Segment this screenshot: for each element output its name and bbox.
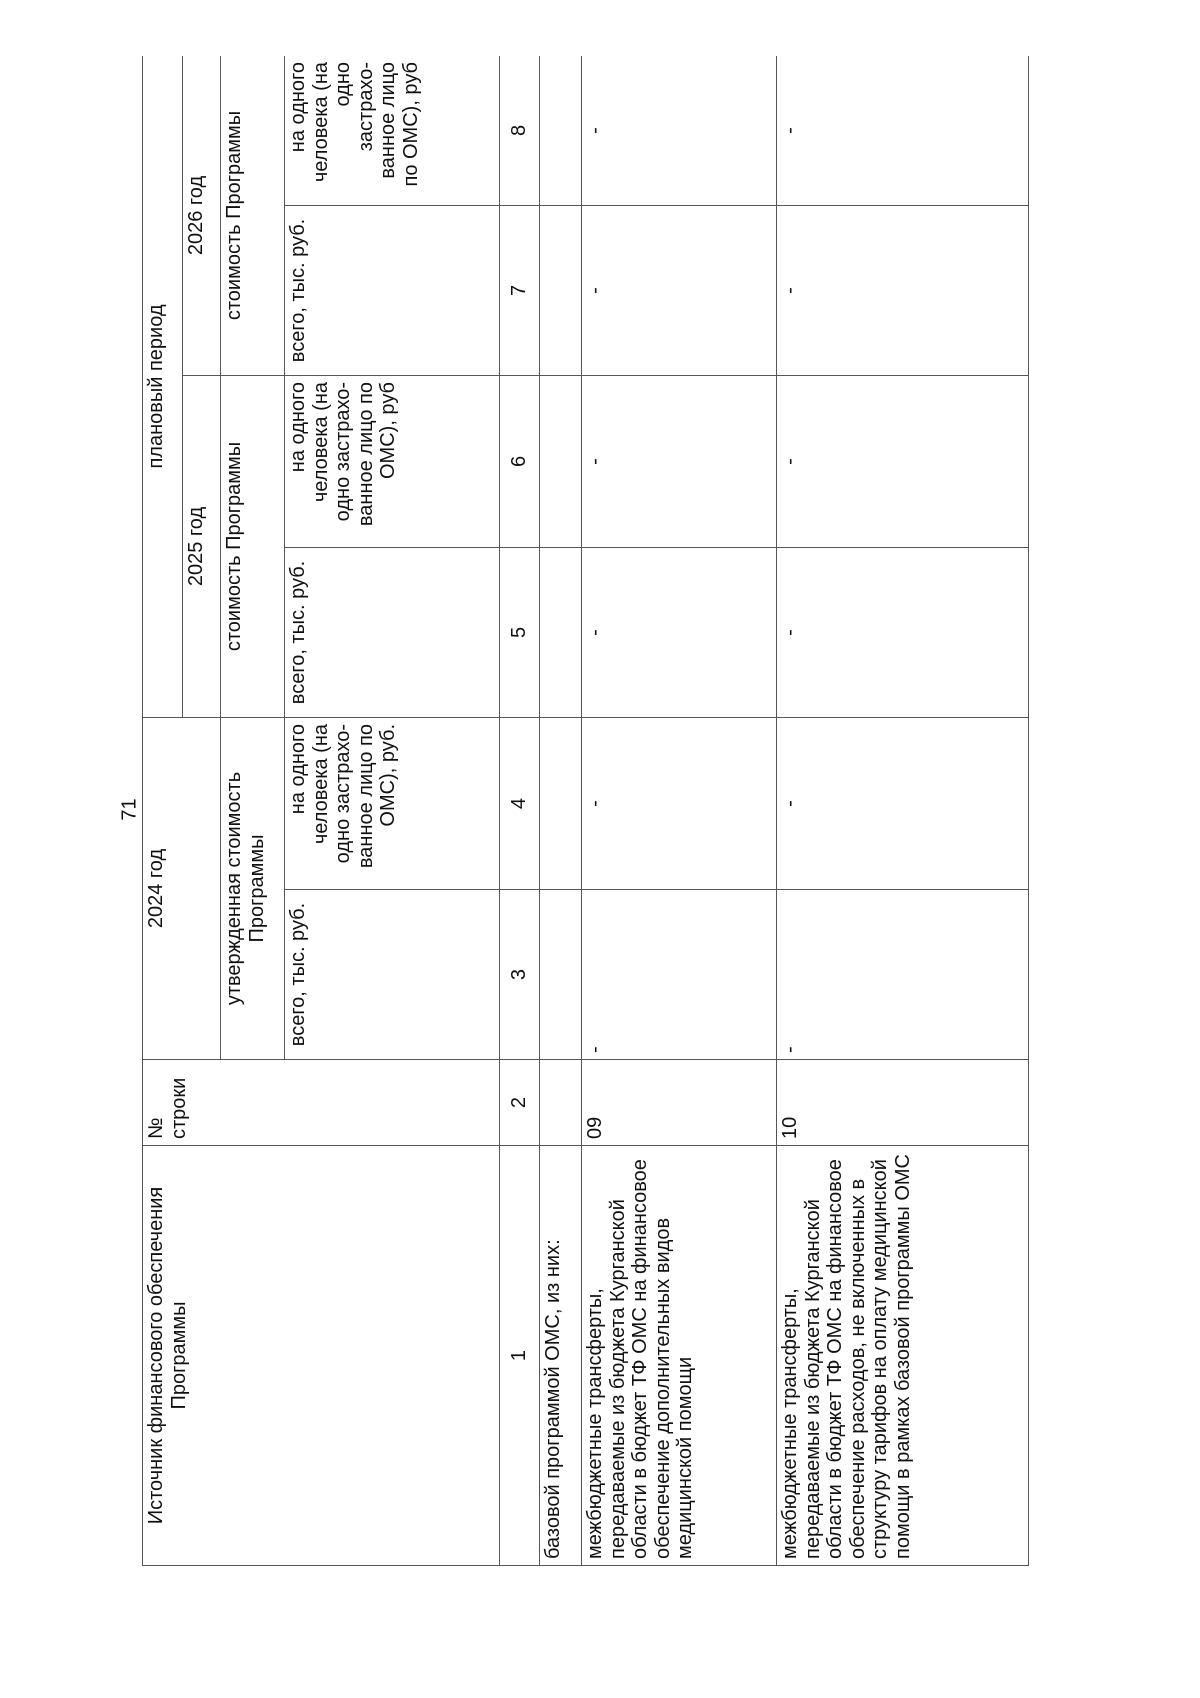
value-cell: - (777, 205, 1029, 375)
col-number: 2 (500, 1060, 540, 1146)
col-number: 6 (500, 375, 540, 547)
source-cell: межбюджетные трансферты, передаваемые из бюджета Курганской области в бюджет ТФ ОМС на финансовое обеспечение расходов, не включенных в структуру тарифов на оплату медицинской помощи в рамках базовой программы ОМС (777, 1146, 1029, 1566)
header-year-2024: 2024 год (143, 717, 221, 1059)
header-total-2025: всего, тыс. руб. (285, 547, 500, 717)
line-cell (540, 1060, 582, 1146)
table-row (777, 56, 1029, 1566)
value-cell: - (582, 375, 777, 547)
value-cell: - (582, 205, 777, 375)
value-cell (540, 547, 582, 717)
table-row (540, 56, 582, 1566)
column-numbers-row (500, 56, 540, 1566)
source-cell: базовой программой ОМС, из них: (540, 1146, 582, 1566)
header-row-number: № строки (143, 1060, 500, 1146)
table-sheet (142, 56, 1066, 1566)
header-per-person-2025: на одного человека (на одно застрахо-ванное лицо по ОМС), руб (285, 375, 500, 547)
col-number: 3 (500, 890, 540, 1060)
col-number: 7 (500, 205, 540, 375)
value-cell (540, 717, 582, 889)
value-cell (540, 205, 582, 375)
value-cell: - (582, 56, 777, 205)
value-cell: - (582, 717, 777, 889)
value-cell: - (582, 547, 777, 717)
value-cell (540, 56, 582, 205)
header-cost-2026: стоимость Программы (221, 56, 285, 375)
col-number: 8 (500, 56, 540, 205)
value-cell (540, 890, 582, 1060)
value-cell: - (777, 56, 1029, 205)
col-number: 4 (500, 717, 540, 889)
header-per-person-2024: на одного человека (на одно застрахо-ванное лицо по ОМС), руб. (285, 717, 500, 889)
header-total-2026: всего, тыс. руб. (285, 205, 500, 375)
header-planned-period: плановый период (143, 56, 183, 717)
col-number: 5 (500, 547, 540, 717)
header-cost-2025: стоимость Программы (221, 375, 285, 717)
table-row (582, 56, 777, 1566)
source-cell: межбюджетные трансферты, передаваемые из бюджета Курганской области в бюджет ТФ ОМС на финансовое обеспечение дополнительных видов медицинской помощи (582, 1146, 777, 1566)
header-total-2024: всего, тыс. руб. (285, 890, 500, 1060)
value-cell (540, 375, 582, 547)
value-cell: - (777, 547, 1029, 717)
value-cell: - (582, 890, 777, 1060)
col-number: 1 (500, 1146, 540, 1566)
page-number: 71 (118, 798, 141, 821)
header-year-2025: 2025 год (183, 375, 221, 717)
value-cell: - (777, 717, 1029, 889)
line-cell: 09 (582, 1060, 777, 1146)
header-per-person-2026: на одного человека (на одно застрахо-ванное лицо по ОМС), руб (285, 56, 500, 205)
line-cell: 10 (777, 1060, 1029, 1146)
value-cell: - (777, 890, 1029, 1060)
financing-table (142, 56, 1029, 1566)
header-source: Источник финансового обеспечения Программы (143, 1146, 500, 1566)
rotated-table-container (142, 56, 1066, 1566)
value-cell: - (777, 375, 1029, 547)
header-year-2026: 2026 год (183, 56, 221, 375)
header-approved-cost: утвержденная стоимость Программы (221, 717, 285, 1059)
